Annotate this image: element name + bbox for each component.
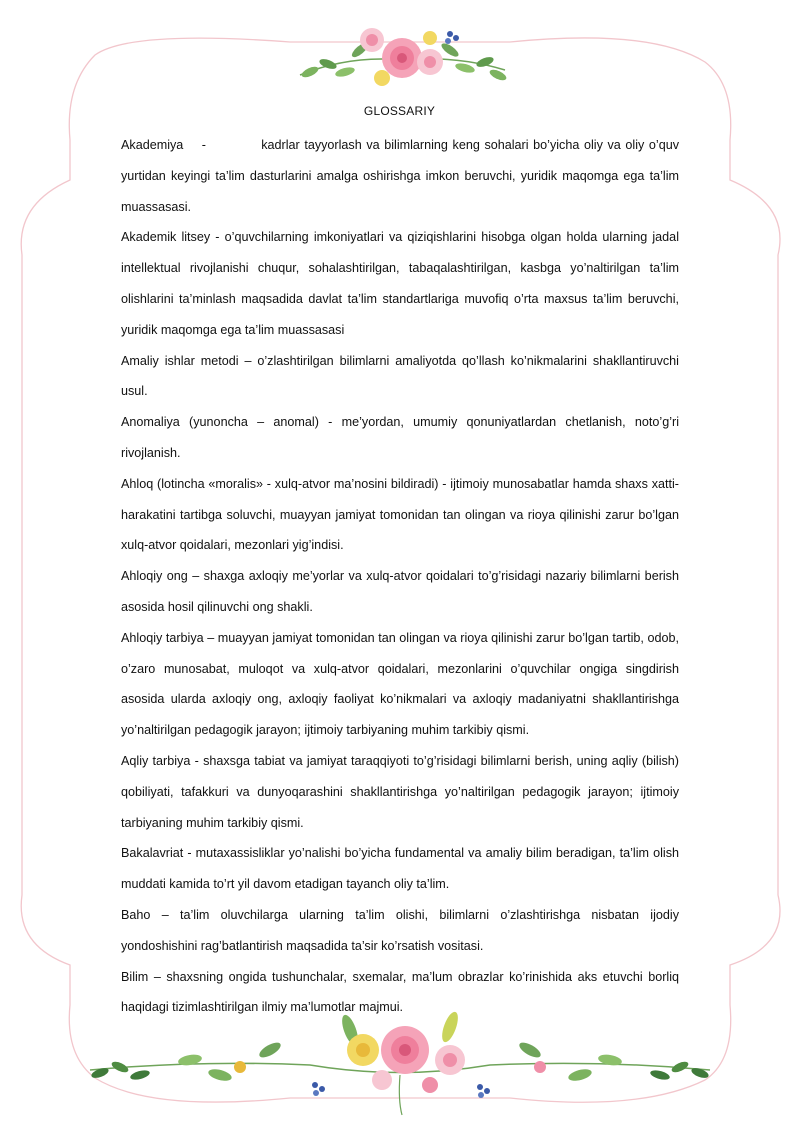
glossary-entry-akademiya: Akademiya - kadrlar tayyorlash va bilimlarning keng sohalari bo’yicha oliy va oliy o’quv yurtidan keyingi ta’lim dasturlarini amalga oshirishga imkon beruvchi, yuridik maqomga ega ta’lim muassasasi. — [121, 138, 683, 214]
floral-top-decoration — [290, 20, 515, 95]
glossary-entry-amaliy-ishlar-metodi: Amaliy ishlar metodi – o’zlashtirilgan bilimlarni amaliyotda qo’llash ko’nikmalarini shakllantiruvchi usul. — [121, 353, 679, 399]
glossary-entry-bakalavriat: Bakalavriat - mutaxassisliklar yo’nalishi bo’yicha fundamental va amaliy bilim beradigan, ta’lim olish muddati kamida to’rt yil davom etadigan tayanch oliy ta’lim. — [121, 846, 679, 892]
glossary-entry-akademik-litsey: Akademik litsey - o’quvchilarning imkoniyatlari va qiziqishlarini hisobga olgan holda ularning jadal intellektual rivojlanishi chuqur, sohalashtirilgan, tabaqalashtirilgan, kasbga yo’naltirilgan ta’lim olishlarini ta’minlash maqsadida davlat ta’lim standartlariga muvofiq o’rta maxsus ta’lim beruvchi, yuridik maqomga ega ta’lim muassasasi — [121, 230, 679, 337]
glossary-entry-ahloqiy-tarbiya: Ahloqiy tarbiya – muayyan jamiyat tomonidan tan olingan va rioya qilinishi zarur bo’lgan tartib, odob, o’zaro munosabat, muloqot va xulq-atvor qoidalari, mezonlarini o’quvchilar ongiga singdirish asosida ularda axloqiy ong, axloqiy faoliyat ko’nikmalari va axloqiy madaniyatni shakllantirishga yo’naltirilgan pedagogik jarayon; ijtimoiy tarbiyaning muhim tarkibiy qismi. — [121, 630, 679, 738]
page-title: GLOSSARIY — [363, 104, 436, 118]
glossary-entry-ahloqiy-ong: Ahloqiy ong – shaxga axloqiy me’yorlar va xulq-atvor qoidalari to’g’risidagi nazariy bilimlarni berish asosida hosil qilinuvchi ong shakli. — [121, 569, 679, 614]
floral-bottom-decoration — [80, 1005, 720, 1120]
glossary-entry-baho: Baho – ta’lim oluvchilarga ularning ta’lim olishi, bilimlarni o’zlashtirishga nisbatan ijodiy yondoshishini rag’batlantirish maqsadida ta’sir ko’rsatish vositasi. — [121, 907, 679, 953]
glossary-entry-ahloq: Ahloq (lotincha «moralis» - xulq-atvor ma’nosini bildiradi) - ijtimoiy munosabatlar hamda shaxs xatti-harakatini tartibga soluvchi, muayyan jamiyat tomonidan tan olingan va rioya qilinishi zarur bo’lgan xulq-atvor qoidalari, mezonlari yig’indisi. — [121, 476, 679, 553]
glossary-entry-aqliy-tarbiya: Aqliy tarbiya - shaxsga tabiat va jamiyat taraqqiyoti to’g’risidagi bilimlarni berish, uning aqliy (bilish) qobiliyati, tafakkuri va dunyoqarashini shakllantirishga yo’naltirilgan pedagogik jarayon; ijtimoiy tarbiyaning muhim tarkibiy qismi. — [121, 753, 679, 830]
glossary-entry-anomaliya: Anomaliya (yunoncha – anomal) - me’yordan, umumiy qonuniyatlardan chetlanish, noto’g’ri rivojlanish. — [121, 415, 679, 460]
glossary-entry-bilim: Bilim – shaxsning ongida tushunchalar, sxemalar, ma’lum obrazlar ko’rinishida aks etuvchi borliq haqidagi tizimlashtirilgan ilmiy ma’lumotlar majmui. — [121, 969, 679, 1015]
glossary-content — [121, 130, 683, 1023]
